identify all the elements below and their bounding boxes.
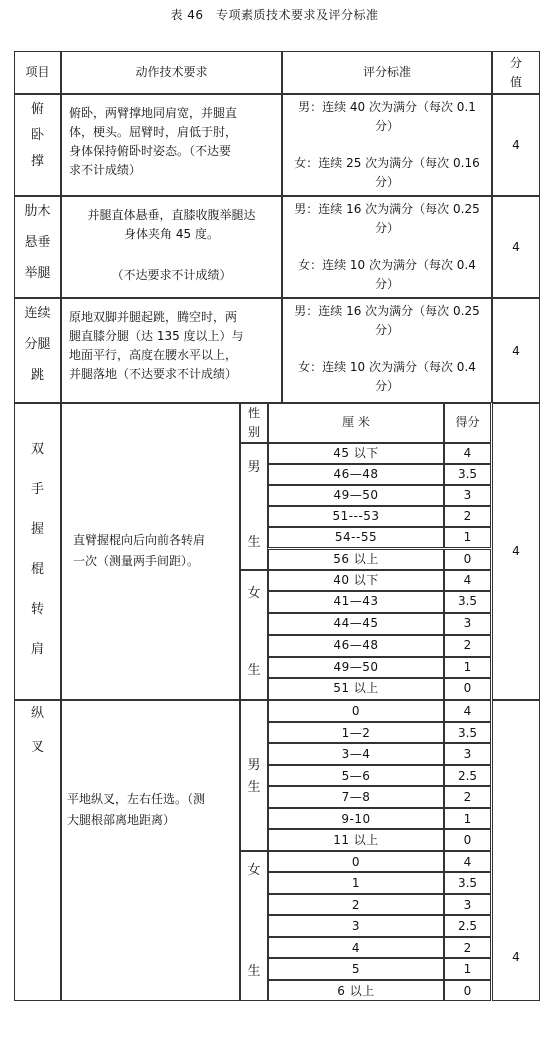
table-title: 表 46 专项素质技术要求及评分标准 [170,8,379,22]
split-male-cm: 0 [351,704,361,718]
shoulder-male-cm: 45 以下 [333,446,379,460]
split-male-pts: 0 [463,833,472,847]
row-0-score: 4 [512,138,520,152]
shoulder-gender-header: 性 别 [247,406,260,439]
shoulder-male-cm: 54--55 [334,530,378,545]
split-female-pts: 0 [463,983,472,998]
shoulder-name: 双 手 握 棍 转 肩 [30,442,44,657]
row-2-name: 连续 分腿 跳 [24,306,51,383]
split-female-cm: 0 [351,854,361,869]
split-female-pts: 1 [463,962,472,976]
shoulder-female-cm: 44—45 [333,616,379,631]
row-2-score: 4 [512,343,520,358]
split-male-pts: 3 [463,747,472,761]
shoulder-female-label: 女 生 [247,585,261,678]
split-female-label: 女 生 [247,862,261,979]
shoulder-female-cm: 46—48 [333,637,379,652]
row-0-female-std: 女：连续 25 次为满分（每次 0.16 分） [294,156,480,189]
shoulder-male-cm: 49—50 [333,488,379,503]
split-score: 4 [512,950,520,964]
shoulder-female-pts: 1 [463,659,472,674]
split-req: 平地纵叉，左右任选。（测 大腿根部离地距离） [67,792,206,827]
header-item: 项目 [25,65,50,79]
row-0-name: 俯 卧 撑 [30,102,44,169]
split-male-cm: 1—2 [341,725,371,740]
shoulder-female-pts: 3 [463,616,472,631]
split-male-pts: 3.5 [457,725,478,740]
split-name: 纵 叉 [30,706,44,755]
split-female-pts: 2 [463,940,472,955]
row-1-male-std: 男：连续 16 次为满分（每次 0.25 分） [294,202,480,235]
split-req-cell [61,700,240,1001]
row-1-female-std: 女：连续 10 次为满分（每次 0.4 分） [298,258,476,291]
split-female-pts: 4 [463,854,472,869]
split-male-pts: 2.5 [457,768,478,783]
split-female-pts: 3 [463,897,472,912]
row-0-male-std: 男：连续 40 次为满分（每次 0.1 分） [298,100,476,133]
row-2-req: 原地双脚并腿起跳，腾空时，两 腿直膝分腿（达 135 度以上）与 地面平行，高度在腰水平以上， 并腿落地（不达要求不计成绩） [69,310,244,381]
split-male-label: 男 生 [247,758,261,795]
row-2-female-std: 女：连续 10 次为满分（每次 0.4 分） [298,360,476,393]
shoulder-female-cm: 40 以下 [333,572,379,587]
split-female-cm: 6 以上 [337,983,375,998]
shoulder-male-pts: 0 [463,551,472,566]
row-1-score: 4 [512,240,520,254]
shoulder-male-cm: 46—48 [333,467,379,482]
shoulder-male-pts: 4 [463,446,472,460]
split-male-cm: 7—8 [341,790,371,804]
shoulder-male-pts: 1 [463,530,472,545]
row-1-req-note: （不达要求不计成绩） [111,268,232,282]
header-score: 分 值 [509,56,522,89]
split-male-cm: 9-10 [341,811,371,826]
split-male-pts: 2 [463,790,472,804]
split-female-cm: 3 [351,919,361,933]
shoulder-female-pts: 3.5 [457,594,478,609]
shoulder-female-pts: 2 [463,637,472,652]
row-2-male-std: 男：连续 16 次为满分（每次 0.25 分） [294,304,480,337]
shoulder-female-cm: 49—50 [333,659,379,674]
split-male-pts: 4 [463,704,472,718]
header-req: 动作技术要求 [135,65,208,79]
shoulder-female-pts: 0 [463,681,472,696]
split-male-cm: 11 以上 [333,833,379,847]
shoulder-male-label: 男 生 [247,460,261,550]
shoulder-cm-header: 厘 米 [342,415,370,429]
split-male-cm: 5—6 [341,768,371,783]
shoulder-female-cm: 51 以上 [333,681,379,696]
shoulder-pts-header: 得分 [455,415,480,429]
split-female-pts: 3.5 [457,876,478,890]
row-1-req: 并腿直体悬垂，直膝收腹举腿达 身体夹角 45 度。 [87,208,256,241]
split-female-cm: 2 [351,897,361,912]
shoulder-female-cm: 41—43 [333,594,379,609]
split-female-pts: 2.5 [457,919,478,933]
shoulder-male-pts: 2 [463,509,472,524]
shoulder-female-pts: 4 [463,572,472,587]
shoulder-male-pts: 3.5 [457,467,478,482]
shoulder-male-cm: 51---53 [332,509,380,524]
row-1-name: 肋木 悬垂 举腿 [24,204,51,281]
shoulder-male-pts: 3 [463,488,472,503]
shoulder-score: 4 [512,544,520,558]
split-female-cm: 5 [351,962,361,976]
split-male-pts: 1 [463,811,472,826]
split-male-cm: 3—4 [341,747,371,761]
shoulder-male-cm: 56 以上 [333,551,379,566]
row-0-req: 俯卧，两臂撑地同肩宽，并腿直 体，梗头。屈臂时，肩低于肘， 身体保持俯卧时姿态。（不达要 求不计成绩） [69,106,238,177]
header-std: 评分标准 [362,65,411,79]
shoulder-req: 直臂握棍向后向前各转肩 一次（测量两手间距）。 [73,533,206,568]
split-female-cm: 4 [351,940,361,955]
split-female-cm: 1 [351,876,361,890]
